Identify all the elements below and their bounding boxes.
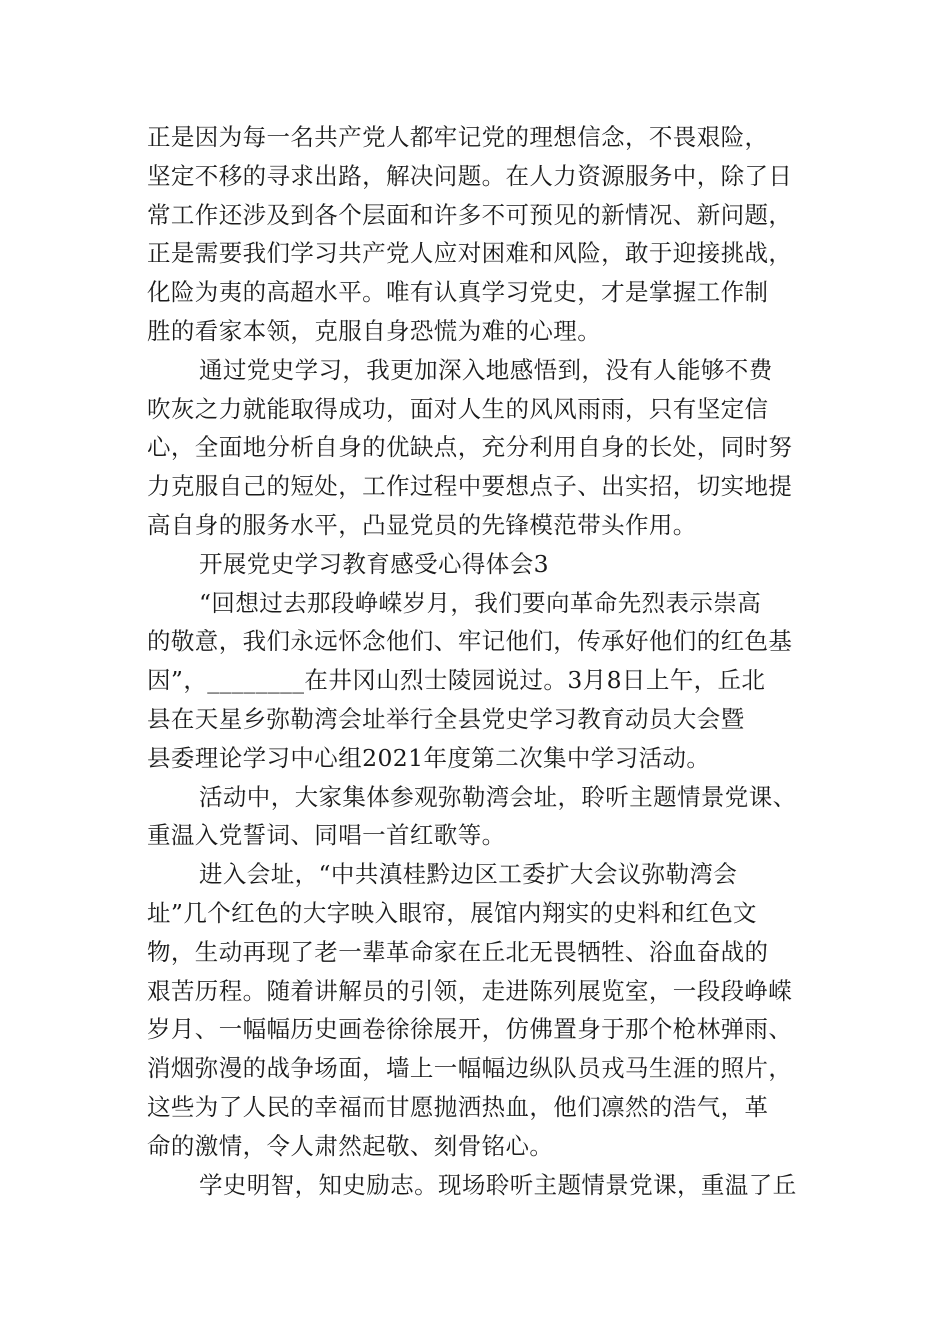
text-line: 岁月、一幅幅历史画卷徐徐展开，仿佛置身于那个枪林弹雨、 <box>147 1015 793 1044</box>
text-line: 胜的看家本领，克服自身恐慌为难的心理。 <box>147 316 602 345</box>
text-line: 艰苦历程。随着讲解员的引领，走进陈列展览室，一段段峥嵘 <box>147 976 793 1005</box>
text-line: 消烟弥漫的战争场面，墙上一幅幅边纵队员戎马生涯的照片， <box>147 1054 793 1083</box>
text-line: 物，生动再现了老一辈革命家在丘北无畏牺牲、浴血奋战的 <box>147 937 769 966</box>
text-line: 高自身的服务水平，凸显党员的先锋模范带头作用。 <box>147 510 697 539</box>
text-line: 学史明智，知史励志。现场聆听主题情景党课，重温了丘 <box>199 1170 797 1199</box>
text-line: 坚定不移的寻求出路，解决问题。在人力资源服务中，除了日 <box>147 161 793 190</box>
text-line: 吹灰之力就能取得成功，面对人生的风风雨雨，只有坚定信 <box>147 394 769 423</box>
text-line: 开展党史学习教育感受心得体会3 <box>199 549 549 578</box>
text-line: 通过党史学习，我更加深入地感悟到，没有人能够不费 <box>199 355 773 384</box>
text-line: “回想过去那段峥嵘岁月，我们要向革命先烈表示崇高 <box>199 588 762 617</box>
text-line: 正是因为每一名共产党人都牢记党的理想信念，不畏艰险， <box>147 123 769 151</box>
text-line: 址”几个红色的大字映入眼帘，展馆内翔实的史料和红色文 <box>147 898 757 927</box>
text-line: 因”，________在井冈山烈士陵园说过。3月8日上午，丘北 <box>147 666 766 695</box>
text-line: 的敬意，我们永远怀念他们、牢记他们，传承好他们的红色基 <box>147 627 793 656</box>
text-line: 力克服自己的短处，工作过程中要想点子、出实招，切实地提 <box>147 472 793 501</box>
text-line: 化险为夷的高超水平。唯有认真学习党史，才是掌握工作制 <box>147 278 769 307</box>
text-line: 活动中，大家集体参观弥勒湾会址，聆听主题情景党课、 <box>199 782 797 811</box>
text-line: 重温入党誓词、同唱一首红歌等。 <box>147 821 506 850</box>
text-line: 正是需要我们学习共产党人应对困难和风险，敢于迎接挑战， <box>147 239 793 268</box>
text-line: 县在天星乡弥勒湾会址举行全县党史学习教育动员大会暨 <box>147 704 745 733</box>
text-line: 进入会址，“中共滇桂黔边区工委扩大会议弥勒湾会 <box>199 860 738 889</box>
text-line: 这些为了人民的幸福而甘愿抛洒热血，他们凛然的浩气，革 <box>147 1092 769 1121</box>
text-line: 心，全面地分析自身的优缺点，充分利用自身的长处，同时努 <box>147 433 793 462</box>
text-line: 县委理论学习中心组2021年度第二次集中学习活动。 <box>147 743 711 772</box>
text-line: 命的激情，令人肃然起敬、刻骨铭心。 <box>147 1131 554 1160</box>
text-line: 常工作还涉及到各个层面和许多不可预见的新情况、新问题， <box>147 200 793 229</box>
document-body <box>147 118 807 1204</box>
